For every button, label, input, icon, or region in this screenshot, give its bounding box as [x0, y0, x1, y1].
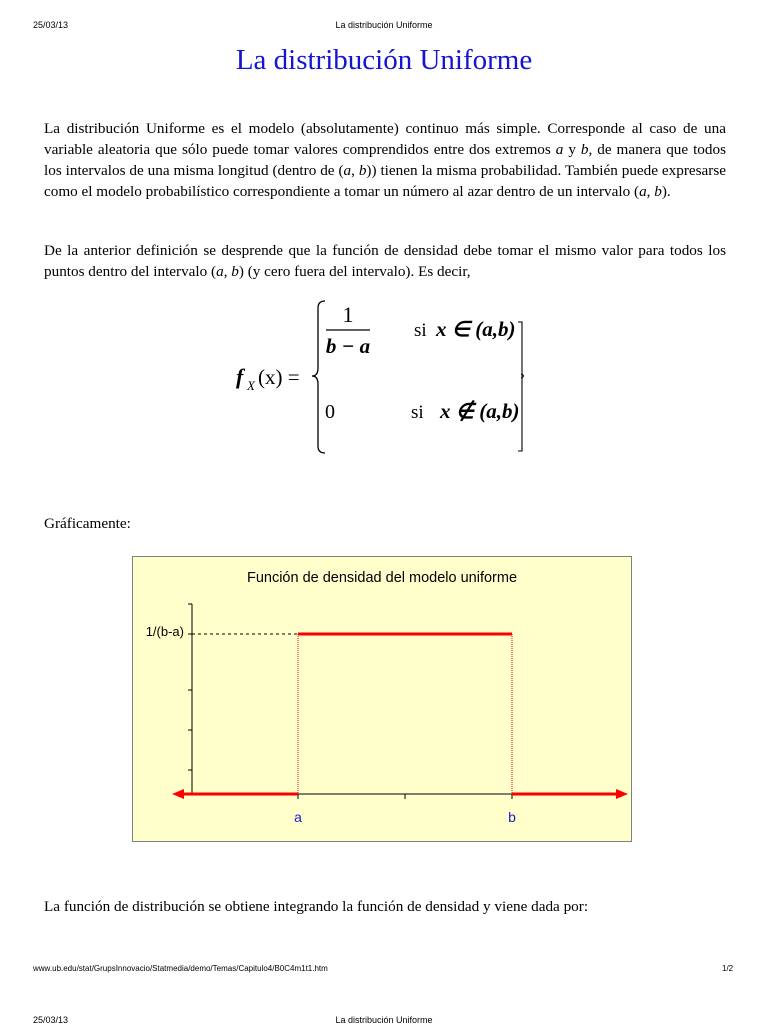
formula-lhs-rest: (x) =	[258, 365, 300, 389]
x-tick-label-a: a	[294, 809, 302, 825]
cond1-si: si	[414, 320, 427, 341]
paragraph-intro: La distribución Uniforme es el modelo (absolutamente) continuo más simple. Corresponde al caso de una variable aleatoria que sólo puede tomar valores comprendidos entre dos extremos a y b, de manera que todos los intervalos de una misma longitud (dentro de (a, b)) tienen la misma probabilidad. También puede expresarse como el modelo probabilístico correspondiente a tomar un número al azar dentro de un intervalo (a, b).	[44, 120, 727, 200]
left-brace	[312, 301, 325, 453]
formula-lhs-sub: X	[247, 378, 255, 393]
x-tick-label-b: b	[508, 809, 516, 825]
chart-background	[133, 557, 632, 842]
graficamente-label: Gráficamente:	[44, 515, 131, 532]
paragraph-distribution: La función de distribución se obtiene integrando la función de densidad y viene dada por:	[44, 898, 589, 915]
header-title-page2: La distribución Uniforme	[335, 1015, 433, 1025]
footer-page: 1/2	[722, 964, 734, 973]
chart-title: Función de densidad del modelo uniforme	[246, 570, 518, 586]
formula-zero: 0	[325, 401, 335, 423]
header-date: 25/03/13	[33, 20, 69, 30]
uniform-density-chart	[132, 556, 632, 842]
cond2-si: si	[411, 402, 424, 423]
page-title: La distribución Uniforme	[235, 44, 533, 76]
cond1-expr: x ∈ (a,b)	[436, 317, 516, 341]
formula-denominator: b − a	[325, 334, 371, 358]
y-tick-label: 1/(b-a)	[145, 624, 184, 639]
footer-url[interactable]: www.ub.edu/stat/GrupsInnovacio/Statmedia/demo/Temas/Capitulo4/B0C4m1t1.htm	[33, 964, 328, 973]
cond2-expr: x ∉ (a,b)	[440, 399, 520, 423]
paragraph-definition: De la anterior definición se desprende que la función de densidad debe tomar el mismo valor para todos los puntos dentro del intervalo (a, b) (y cero fuera del intervalo). Es decir,	[44, 242, 726, 280]
formula-numerator: 1	[342, 302, 354, 327]
formula-lhs-f: f	[236, 364, 244, 389]
header-title: La distribución Uniforme	[335, 20, 433, 30]
right-bracket	[518, 322, 522, 451]
header-date-page2: 25/03/13	[33, 1015, 69, 1025]
density-formula	[230, 296, 540, 460]
